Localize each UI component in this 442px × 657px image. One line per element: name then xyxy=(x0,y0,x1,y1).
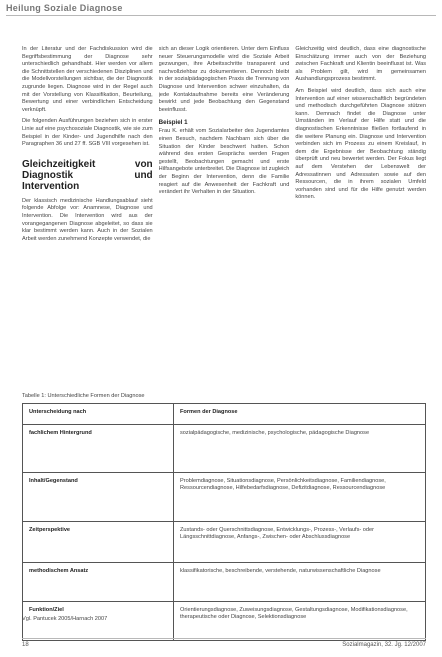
table-caption: Tabelle 1: Unterschiedliche Formen der Diagnose xyxy=(22,393,145,399)
example-heading: Beispiel 1 xyxy=(158,119,188,127)
row-forms: Orientierungsdiagnose, Zuweisungsdiagnose, Gestaltungsdiagnose, Modifikationsdiagnose, therapeutische oder Diagnose, Selektionsdiagnose xyxy=(174,602,426,641)
row-criterion: Zeitperspektive xyxy=(23,522,174,563)
column-middle xyxy=(159,46,290,388)
table-row xyxy=(23,425,426,473)
paragraph: sich an dieser Logik orientieren. Unter dem Einfluss neuer Steuerungsmodelle wird die Soziale Arbeit gezwungen, ihre Arbeitsschritte transparent und nachvollziehbar zu dokumentieren. Dennoch bleibt in der sozialpädagogischen Praxis die Trennung von Diagnose und Intervention schwer einzuhalten, da jede Kontaktaufnahme bereits eine Veränderung bewirkt und jede Beobachtung den Gegenstand beeinflusst. xyxy=(158,46,290,113)
paragraph: Die folgenden Ausführungen beziehen sich in erster Linie auf eine psychosoziale Diagnostik, wie sie zum Beispiel in der Kinder- und Jugendhilfe nach den Paragraphen 36 und 27 ff. SGB VIII vorgesehen ist. xyxy=(22,118,153,148)
row-criterion: Funktion/Ziel xyxy=(23,602,174,641)
table-header-criterion: Unterscheidung nach xyxy=(23,404,174,425)
paragraph: Gleichzeitig wird deutlich, dass eine diagnostische Einschätzung immer auch von der Beziehung zwischen Fachkraft und Klientin beeinflusst ist. Was als Problem gilt, wird im gemeinsamen Aushandlungsprozess bestimmt. xyxy=(295,46,427,83)
table-row xyxy=(23,522,426,563)
running-header: Heilung Soziale Diagnose xyxy=(6,3,436,16)
article-columns xyxy=(22,46,426,388)
paragraph: In der Literatur und der Fachdiskussion wird die Begriffsbestimmung der Diagnose sehr unterschiedlich gehandhabt. Hier werden vor allem die Schnittstellen der verschiedenen Disziplinen und die Modellvorstellungen sichtbar, die der Diagnostik zugrunde liegen. Diagnose wird in der Regel auch mit der Vorstellung von Klassifikation, Beurteilung, Bewertung und einer verbindlichen Entscheidung verknüpft. xyxy=(22,46,153,113)
row-criterion: fachlichem Hintergrund xyxy=(23,425,174,473)
row-forms: klassifikatorische, beschreibende, verstehende, naturwissenschaftliche Diagnose xyxy=(174,563,426,602)
section-heading: Gleichzeitigkeit von Diagnostik und Intervention xyxy=(22,158,153,192)
paragraph: Am Beispiel wird deutlich, dass sich auch eine Intervention auf einer wissenschaftlich begründeten und methodisch durchgeführten Diagnose stützen kann. Demnach findet die Diagnose unter Umständen im Verlauf der Hilfe statt und die diagnostischen Erkenntnisse fließen fortlaufend in die weitere Planung ein. Diagnose und Intervention verbinden sich im Prozess zu einem Kreislauf, in dem die Ergebnisse der Beobachtung ständig überprüft und neu bewertet werden. Der Fokus liegt auf dem Verstehen der Lebenswelt der Adressatinnen und Adressaten sowie auf den Ressourcen, die in ihrem sozialen Umfeld vorhanden sind und für die Hilfe genutzt werden können. xyxy=(295,87,427,201)
table-header-forms: Formen der Diagnose xyxy=(174,404,426,425)
column-left xyxy=(22,46,153,388)
paragraph: Frau K. erhält vom Sozialarbeiter des Jugendamtes einen Besuch, nachdem Nachbarn sich über die Situation der Kinder beschwert hatten. Schon während des ersten Gesprächs werden Fragen gestellt, Beobachtungen gemacht und erste Hilfsangebote unterbreitet. Die Diagnose ist zugleich der Beginn der Intervention, denn die Familie reagiert auf die Anwesenheit der Fachkraft und verändert ihr Verhalten in der Situation. xyxy=(158,128,290,196)
page-footer xyxy=(22,638,426,648)
journal-reference: Sozialmagazin, 32. Jg. 12/2007 xyxy=(342,642,426,648)
table-source: Vgl. Pantucek 2005/Harnach 2007 xyxy=(22,616,108,622)
diagnosis-forms-table xyxy=(22,403,426,641)
column-right xyxy=(295,46,426,388)
row-criterion: Inhalt/Gegenstand xyxy=(23,473,174,522)
row-forms: Problemdiagnose, Situationsdiagnose, Persönlichkeitsdiagnose, Familiendiagnose, Ressourcendiagnose, Hilfebedarfsdiagnose, Defizitdiagnose, Ressourcendiagnose xyxy=(174,473,426,522)
table-row xyxy=(23,563,426,602)
paragraph: Der klassisch medizinische Handlungsablauf sieht folgende Abfolge vor: Anamnese, Diagnose und Intervention. Die Intervention wird aus der vorangegangenen Diagnose abgeleitet, so dass sie klar bestimmt werden kann. Auch in der Sozialen Arbeit werden zunehmend Konzepte verwendet, die xyxy=(22,197,153,242)
row-forms: Zustands- oder Querschnittsdiagnose, Entwicklungs-, Prozess-, Verlaufs- oder Längsschnittdiagnose, Anfangs-, Zwischen- oder Abschlussdiagnose xyxy=(174,522,426,563)
row-forms: sozialpädagogische, medizinische, psychologische, pädagogische Diagnose xyxy=(174,425,426,473)
row-criterion: methodischem Ansatz xyxy=(23,563,174,602)
page-number: 18 xyxy=(22,642,29,648)
table-row xyxy=(23,473,426,522)
